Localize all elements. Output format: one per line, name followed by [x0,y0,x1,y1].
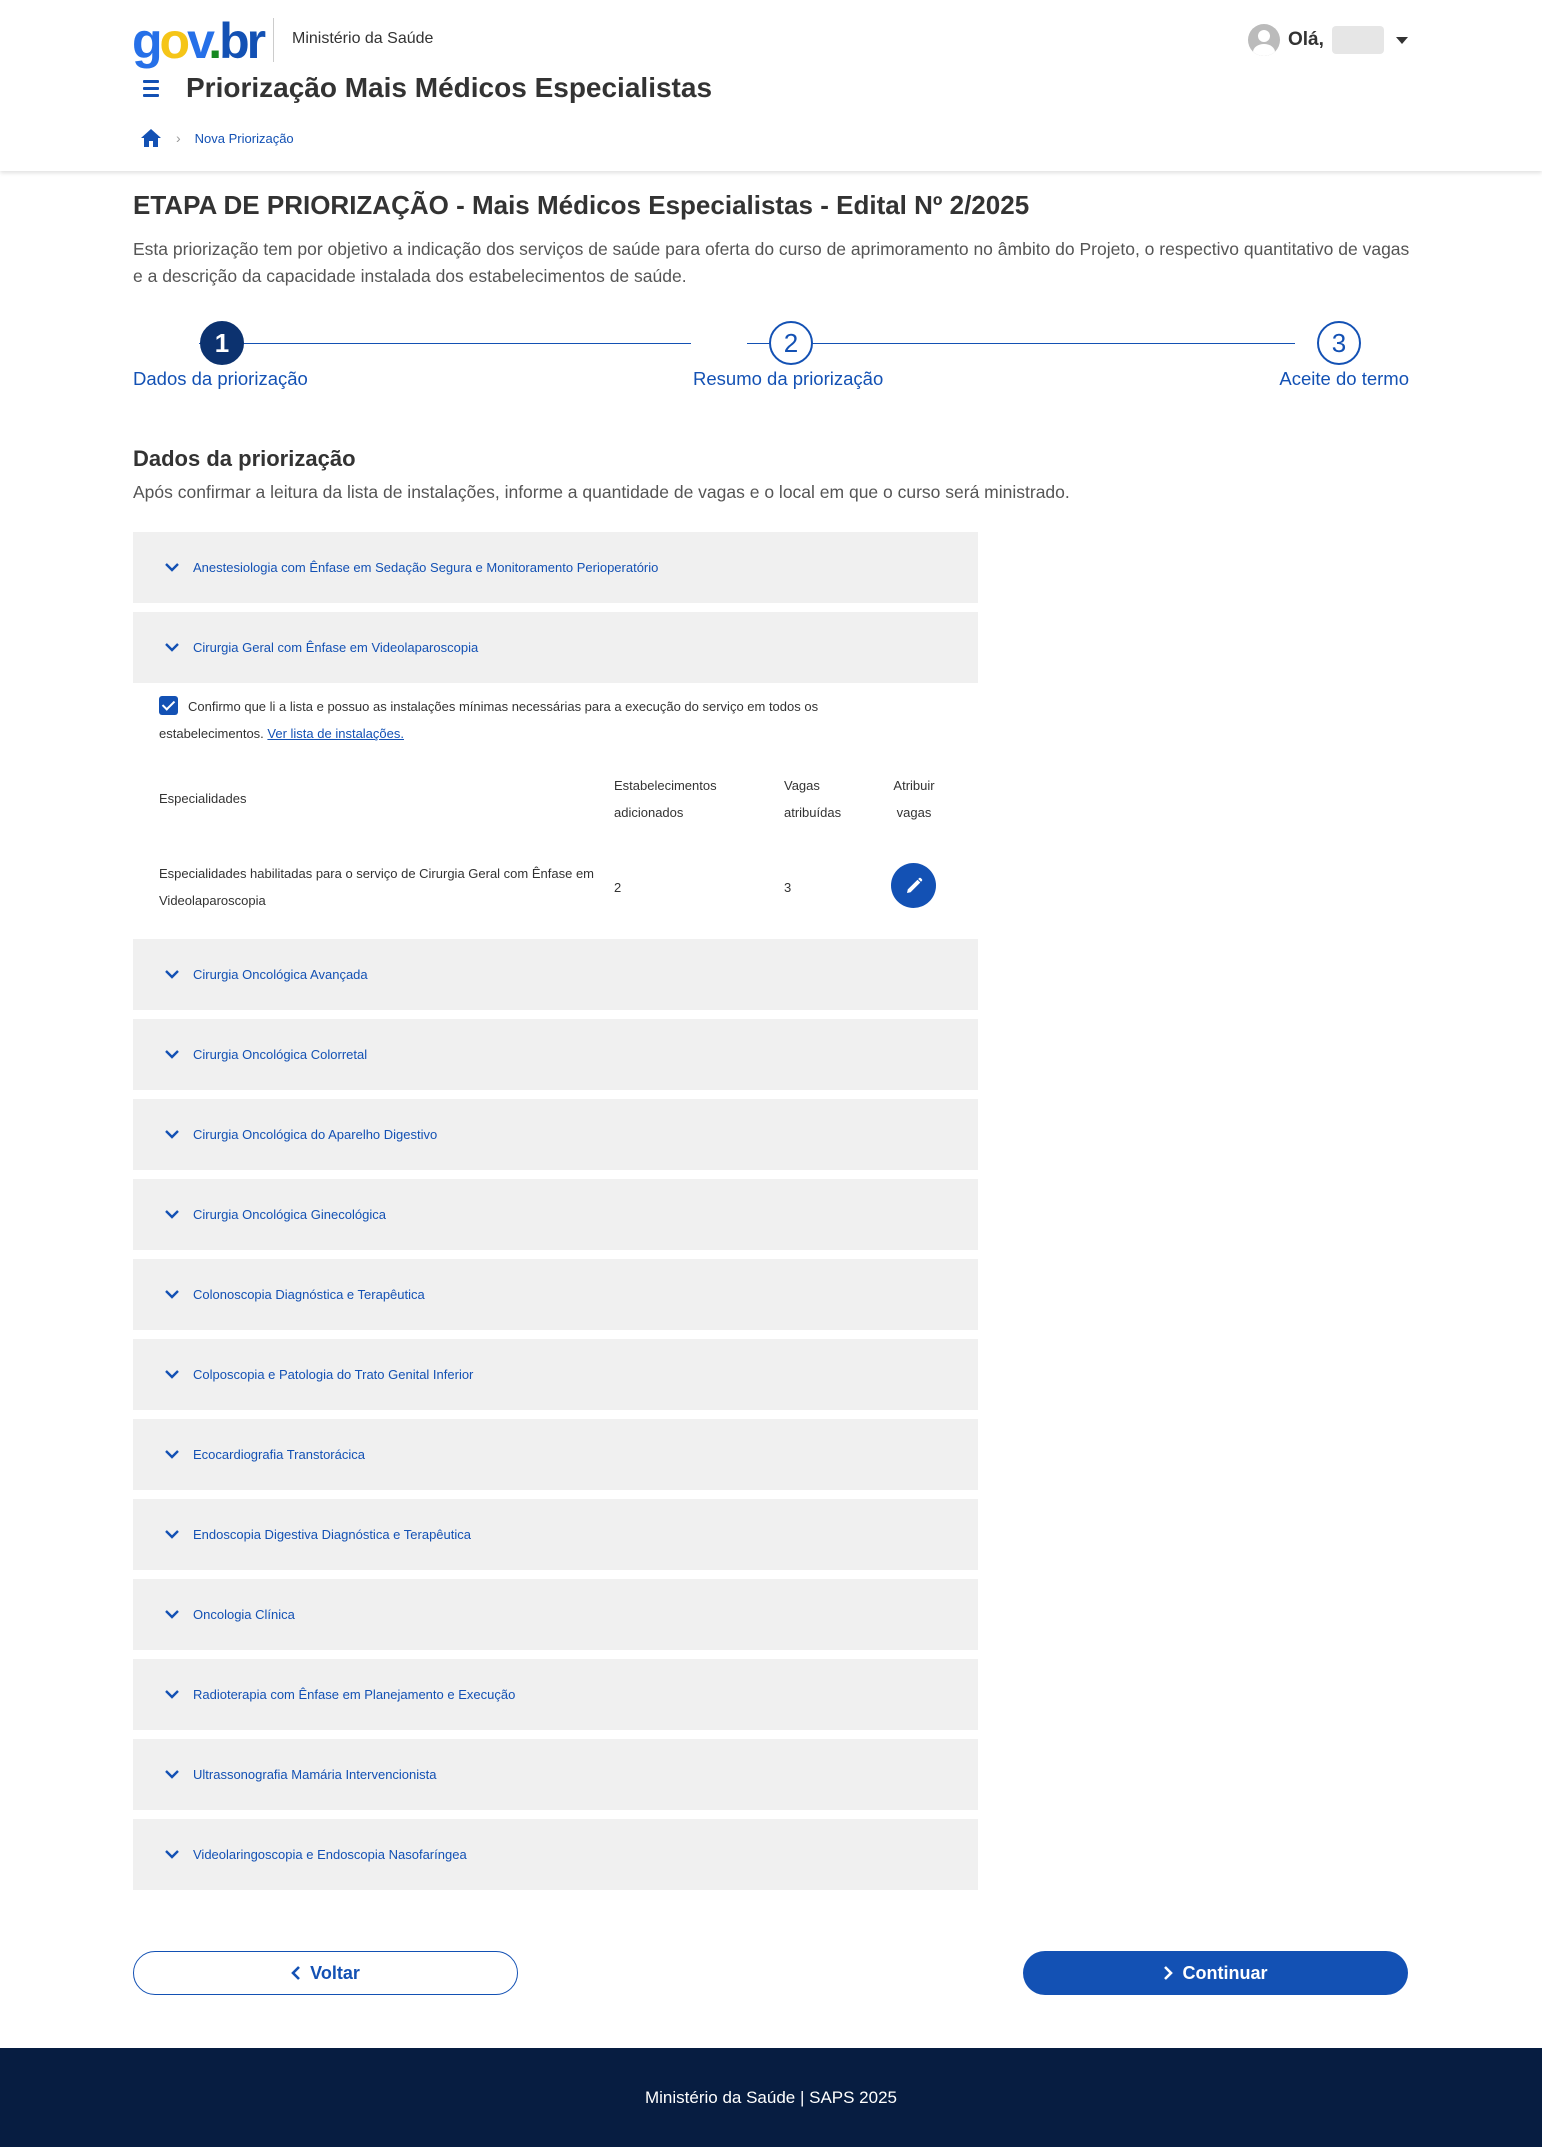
hamburger-menu-icon[interactable] [143,80,159,101]
header-vagas-line1: Vagas [784,778,820,793]
accordion-item[interactable] [133,1579,978,1650]
step-3-circle[interactable]: 3 [1317,321,1361,365]
edit-vagas-button[interactable] [891,863,936,908]
step-connector [199,343,691,344]
chevron-down-icon [165,1368,179,1382]
accordion-item[interactable] [133,1259,978,1330]
accordion-label: Cirurgia Geral com Ênfase em Videolaparoscopia [193,640,479,655]
section-description: Após confirmar a leitura da lista de instalações, informe a quantidade de vagas e o local em que o curso será ministrado. [133,482,1070,502]
header-atribuir [890,772,938,826]
accordion-item[interactable] [133,532,978,603]
chevron-down-icon [165,561,179,575]
chevron-down-icon [165,1128,179,1142]
footer [0,2048,1542,2147]
accordion-label: Ultrassonografia Mamária Intervencionista [193,1767,437,1782]
chevron-down-icon [165,968,179,982]
chevron-down-icon [165,1448,179,1462]
accordion-item[interactable] [133,1819,978,1890]
continue-button[interactable] [1023,1951,1408,1995]
chevron-down-icon [165,1608,179,1622]
accordion-item[interactable] [133,939,978,1010]
accordion-item[interactable] [133,1339,978,1410]
back-button-label: Voltar [310,1962,360,1983]
header-especialidades: Especialidades [159,791,247,806]
accordion-item[interactable] [133,1659,978,1730]
footer-text: Ministério da Saúde | SAPS 2025 [644,2087,897,2107]
header-atribuir-line1: Atribuir [893,778,935,793]
section-title: Dados da priorização [133,446,356,471]
header-vagas-line2: atribuídas [784,805,842,820]
confirm-text: Confirmo que li a lista e possuo as instalações mínimas necessárias para a execução do serviço em todos os estabelecimentos. [159,699,819,741]
accordion-item[interactable] [133,1179,978,1250]
step-2-circle[interactable]: 2 [769,321,813,365]
accordion-item[interactable] [133,1099,978,1170]
accordion-item[interactable] [133,612,978,683]
accordion-label: Anestesiologia com Ênfase em Sedação Segura e Monitoramento Perioperatório [193,560,659,575]
header-estabelecimentos [614,772,717,826]
accordion-label: Oncologia Clínica [193,1607,295,1622]
vagas-cell: 3 [784,880,792,895]
accordion-label: Cirurgia Oncológica Ginecológica [193,1207,386,1222]
chevron-down-icon [165,1768,179,1782]
chevron-down-icon [165,1288,179,1302]
accordion-label: Endoscopia Digestiva Diagnóstica e Terapêutica [193,1527,471,1542]
chevron-right-icon: › [176,130,181,146]
step-2-label[interactable]: Resumo da priorização [693,368,884,389]
chevron-down-icon [165,1848,179,1862]
avatar-icon [1248,24,1280,56]
chevron-right-icon [1164,1966,1173,1980]
estabelecimentos-cell: 2 [614,880,622,895]
logo-divider [273,18,274,62]
confirm-installations [159,693,879,747]
accordion-label: Colonoscopia Diagnóstica e Terapêutica [193,1287,425,1302]
org-name: Ministério da Saúde [292,30,434,47]
page-description: Esta priorização tem por objetivo a indicação dos serviços de saúde para oferta do curso de aprimoramento no âmbito do Projeto, o respectivo quantitativo de vagas e a descrição da capacidade instalada dos estabelecimentos de saúde. [133,239,1410,286]
header [0,0,1542,171]
app-title: Priorização Mais Médicos Especialistas [186,72,713,103]
accordion-item[interactable] [133,1739,978,1810]
accordion-label: Colposcopia e Patologia do Trato Genital Inferior [193,1367,474,1382]
govbr-logo[interactable]: gov.br [132,13,264,69]
header-estab-line1: Estabelecimentos [614,778,717,793]
back-button[interactable] [133,1951,518,1995]
page-title: ETAPA DE PRIORIZAÇÃO - Mais Médicos Especialistas - Edital Nº 2/2025 [133,190,1030,220]
chevron-down-icon [165,1208,179,1222]
step-1-label[interactable]: Dados da priorização [133,368,308,389]
user-menu[interactable] [1248,22,1408,58]
step-3-label[interactable]: Aceite do termo [1279,368,1409,389]
accordion-label: Radioterapia com Ênfase em Planejamento e Execução [193,1687,516,1702]
accordion-label: Videolaringoscopia e Endoscopia Nasofaríngea [193,1847,467,1862]
header-estab-line2: adicionados [614,805,684,820]
accordion-label: Cirurgia Oncológica Avançada [193,967,368,982]
chevron-down-icon [165,1048,179,1062]
step-1-circle[interactable]: 1 [200,321,244,365]
accordion-label: Ecocardiografia Transtorácica [193,1447,365,1462]
accordion-label: Cirurgia Oncológica Colorretal [193,1047,368,1062]
breadcrumb [140,128,294,148]
header-atribuir-line2: vagas [896,805,932,820]
user-name-redacted [1332,26,1384,54]
caret-down-icon [1396,37,1408,44]
chevron-left-icon [291,1966,300,1980]
accordion-item[interactable] [133,1499,978,1570]
step-connector [747,343,1295,344]
continue-button-label: Continuar [1182,1962,1268,1983]
confirm-checkbox[interactable] [159,696,178,715]
accordion-label: Cirurgia Oncológica do Aparelho Digestivo [193,1127,438,1142]
ver-lista-link[interactable]: Ver lista de instalações. [267,726,404,741]
chevron-down-icon [165,1688,179,1702]
header-vagas [784,772,841,826]
especialidade-cell: Especialidades habilitadas para o serviço de Cirurgia Geral com Ênfase em Videolaparoscopia [159,866,594,908]
chevron-down-icon [165,641,179,655]
chevron-down-icon [165,1528,179,1542]
stepper [133,320,1409,400]
breadcrumb-nova-priorizacao[interactable]: Nova Priorização [194,130,294,146]
greeting: Olá, [1288,29,1324,50]
home-icon[interactable] [140,128,162,148]
accordion-item[interactable] [133,1019,978,1090]
accordion-item[interactable] [133,1419,978,1490]
pencil-icon [905,877,923,895]
